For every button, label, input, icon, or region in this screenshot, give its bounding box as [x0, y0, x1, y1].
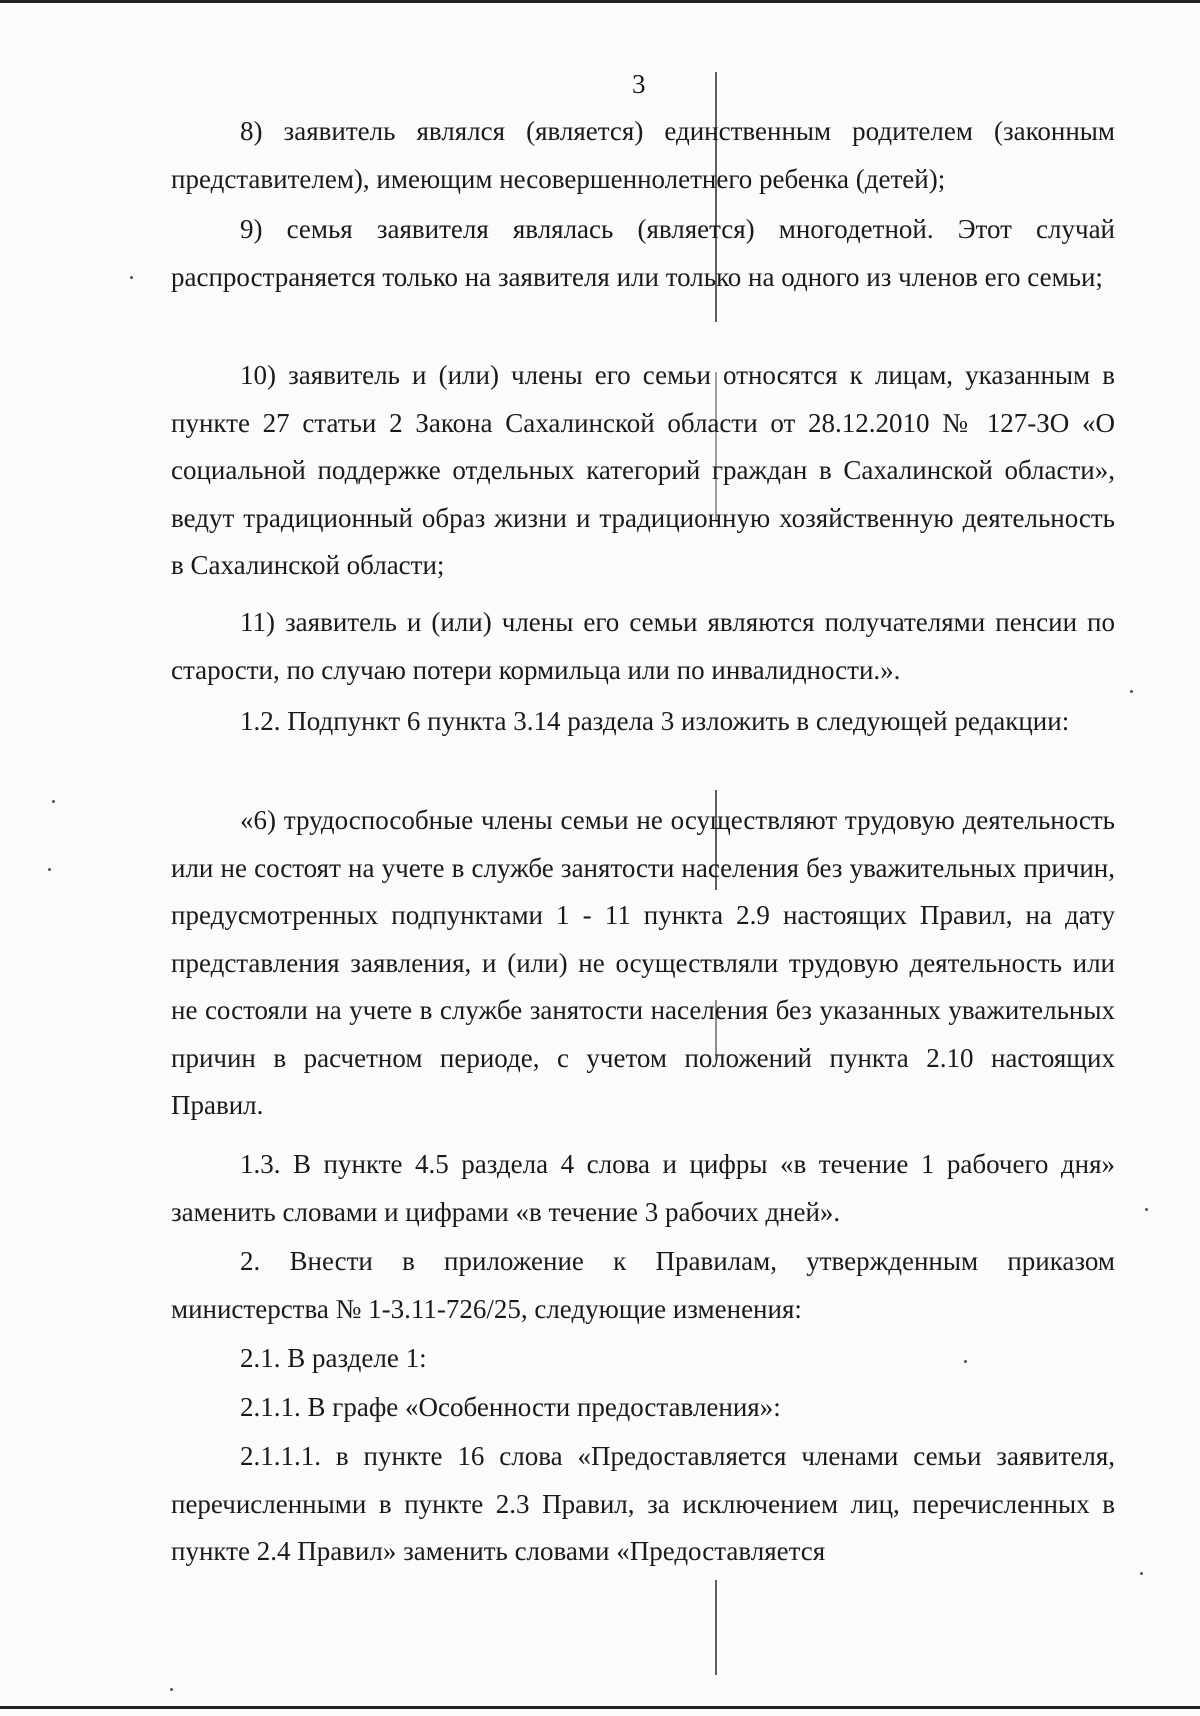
paragraph-1-2: 1.2. Подпункт 6 пункта 3.14 раздела 3 изложить в следующей редакции: — [240, 706, 1070, 736]
paragraph-item-9: 9) семья заявителя являлась (является) многодетной. Этот случай распространяется только на заявителя или только на одного из членов его семьи; — [171, 214, 1115, 292]
scan-speck — [52, 800, 55, 803]
scan-speck — [1140, 1572, 1143, 1575]
paragraph-subitem-6: «6) трудоспособные члены семьи не осуществляют трудовую деятельность или не состоят на учете в службе занятости населения без уважительных причин, предусмотренных подпунктами 1 - 11 пункта 2.9 настоящих Правил, на дату представления заявления, и (или) не осуществляли трудовую деятельность или не состояли на учете в службе занятости населения без указанных уважительных причин в расчетном периоде, с учетом положений пункта 2.10 настоящих Правил. — [171, 805, 1115, 1120]
fold-line — [715, 1580, 717, 1675]
paragraph-2-1-1-1: 2.1.1.1. в пункте 16 слова «Предоставляется членами семьи заявителя, перечисленными в пункте 2.3 Правил, за исключением лиц, перечисленных в пункте 2.4 Правил» заменить словами «Предоставляется — [171, 1441, 1115, 1566]
paragraph-2: 2. Внести в приложение к Правилам, утвержденным приказом министерства № 1-3.11-726/25, следующие изменения: — [171, 1246, 1115, 1324]
paragraph-1-3: 1.3. В пункте 4.5 раздела 4 слова и цифры «в течение 1 рабочего дня» заменить словами и цифрами «в течение 3 рабочих дней». — [171, 1149, 1115, 1227]
paragraph-2-1: 2.1. В разделе 1: — [240, 1343, 427, 1373]
paragraph-2-1-1: 2.1.1. В графе «Особенности предоставления»: — [240, 1392, 781, 1422]
scan-speck — [964, 1360, 967, 1363]
scan-speck — [130, 276, 133, 279]
bottom-scan-edge — [0, 1706, 1200, 1709]
page-number: 3 — [632, 69, 646, 99]
scan-speck — [1130, 690, 1133, 693]
paragraph-item-8: 8) заявитель являлся (является) единственным родителем (законным представителем), имеющим несовершеннолетнего ребенка (детей); — [171, 116, 1115, 194]
paragraph-item-11: 11) заявитель и (или) члены его семьи являются получателями пенсии по старости, по случаю потери кормильца или по инвалидности.». — [171, 607, 1115, 685]
top-scan-edge — [0, 0, 1200, 3]
scan-speck — [170, 1688, 173, 1691]
scan-speck — [1145, 1208, 1148, 1211]
paragraph-item-10: 10) заявитель и (или) члены его семьи относятся к лицам, указанным в пункте 27 статьи 2 Закона Сахалинской области от 28.12.2010 № 127-ЗО «О социальной поддержке отдельных категорий граждан в Сахалинской области», ведут традиционный образ жизни и традиционную хозяйственную деятельность в Сахалинской области; — [171, 360, 1115, 580]
scan-speck — [48, 868, 51, 871]
